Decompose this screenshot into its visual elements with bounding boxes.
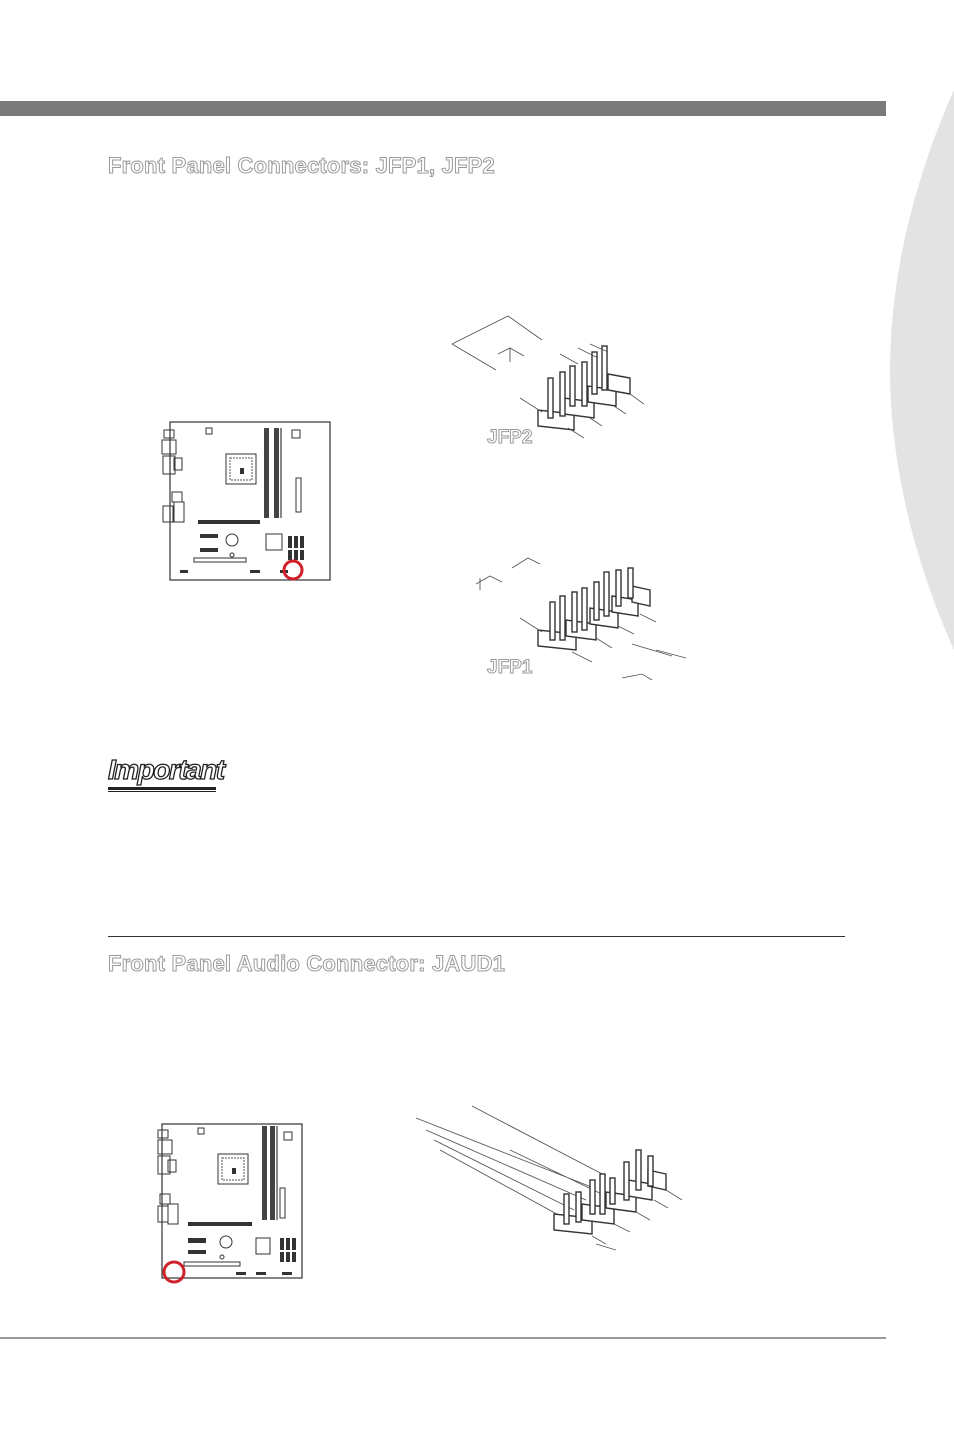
important-underline xyxy=(108,787,216,790)
section-title-audio: Front Panel Audio Connector: JAUD1 xyxy=(108,951,506,976)
motherboard-diagram-jaud xyxy=(156,1118,306,1286)
jfp1-label: JFP1 xyxy=(487,657,533,678)
jfp2-label: JFP2 xyxy=(487,427,533,448)
important-heading: Important xyxy=(108,754,224,785)
section-divider xyxy=(108,936,845,937)
header-bar xyxy=(0,101,886,116)
jaud1-connector-diagram xyxy=(410,1104,690,1254)
motherboard-diagram-jfp xyxy=(160,418,340,584)
side-tab xyxy=(888,90,954,650)
footer-line xyxy=(0,1337,886,1339)
section-title-front-panel: Front Panel Connectors: JFP1, JFP2 xyxy=(108,153,495,178)
jfp2-connector-diagram xyxy=(450,314,650,444)
important-underline-thin xyxy=(108,791,216,792)
